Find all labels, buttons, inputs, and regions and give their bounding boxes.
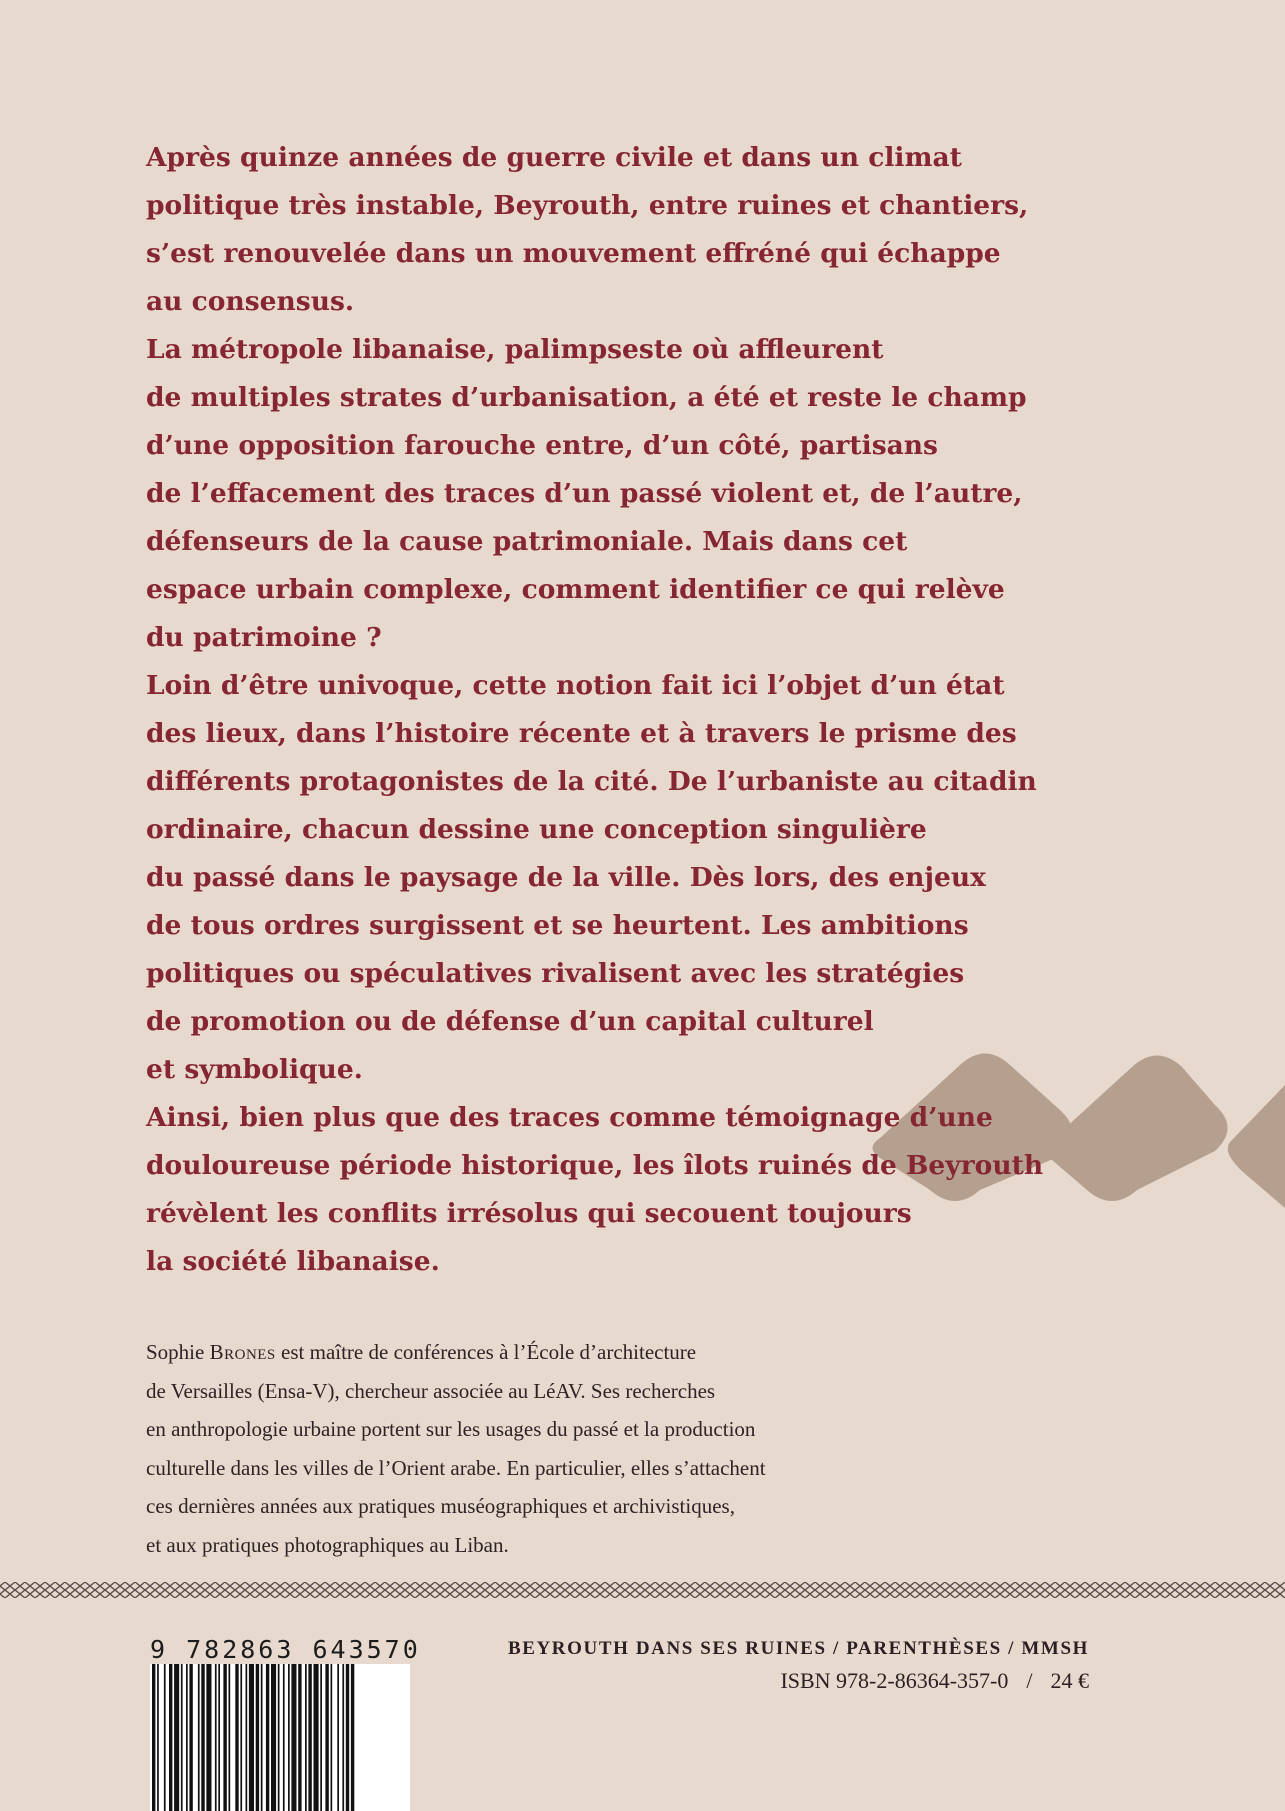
diamond-shape-3 (1228, 1085, 1285, 1208)
summary-line: du patrimoine ? (146, 622, 382, 653)
summary-line: La métropole libanaise, palimpseste où affleurent (146, 334, 884, 365)
summary-line: de l’effacement des traces d’un passé violent et, de l’autre, (146, 478, 1023, 509)
summary-line: espace urbain complexe, comment identifier ce qui relève (146, 574, 1005, 605)
author-last-name: Brones (209, 1340, 276, 1364)
summary-line: défenseurs de la cause patrimoniale. Mais dans cet (146, 526, 908, 557)
summary-line: la société libanaise. (146, 1246, 440, 1277)
summary-line: Ainsi, bien plus que des traces comme témoignage d’une (146, 1102, 993, 1133)
author-first-name: Sophie (146, 1340, 205, 1364)
summary-line: du passé dans le paysage de la ville. Dès lors, des enjeux (146, 862, 986, 893)
author-bio-line: en anthropologie urbaine portent sur les usages du passé et la production (146, 1417, 756, 1441)
summary-line: politique très instable, Beyrouth, entre ruines et chantiers, (146, 190, 1029, 221)
barcode-digits: 9 782863 643570 (150, 1635, 421, 1664)
summary-line: d’une opposition farouche entre, d’un côté, partisans (146, 430, 938, 461)
summary-line: s’est renouvelée dans un mouvement effréné qui échappe (146, 238, 1001, 269)
summary-line: des lieux, dans l’histoire récente et à travers le prisme des (146, 718, 1017, 749)
summary-line: et symbolique. (146, 1054, 363, 1085)
author-bio-line: et aux pratiques photographiques au Liban. (146, 1532, 509, 1557)
summary-line: ordinaire, chacun dessine une conception singulière (146, 814, 927, 845)
summary-line: Après quinze années de guerre civile et dans un climat (146, 142, 962, 173)
author-bio-line: ces dernières années aux pratiques muséographiques et archivistiques, (146, 1494, 735, 1518)
ornamental-divider (0, 1582, 1285, 1598)
summary-line: de multiples strates d’urbanisation, a été et reste le champ (146, 382, 1027, 413)
author-bio-line: de Versailles (Ensa-V), chercheur associée au LéAV. Ses recherches (146, 1378, 716, 1403)
summary-line: différents protagonistes de la cité. De l’urbaniste au citadin (146, 766, 1037, 797)
summary-line: de promotion ou de défense d’un capital culturel (146, 1006, 874, 1037)
series-line: BEYROUTH DANS SES RUINES / PARENTHÈSES / MMSH (507, 1638, 1089, 1659)
summary-line: politiques ou spéculatives rivalisent avec les stratégies (146, 958, 965, 989)
back-cover-summary (146, 134, 1146, 1286)
summary-line: révèlent les conflits irrésolus qui secouent toujours (146, 1198, 912, 1229)
summary-line: au consensus. (146, 286, 355, 317)
separator: / (1026, 1668, 1033, 1693)
isbn-number: ISBN 978-2-86364-357-0 (780, 1668, 1009, 1693)
price: 24 € (1050, 1668, 1089, 1693)
summary-line: de tous ordres surgissent et se heurtent. Les ambitions (146, 910, 969, 941)
author-bio-line: culturelle dans les villes de l’Orient arabe. En particulier, elles s’attachent (146, 1455, 766, 1480)
summary-line: Loin d’être univoque, cette notion fait ici l’objet d’un état (146, 670, 1005, 701)
summary-line: douloureuse période historique, les îlots ruinés de Beyrouth (146, 1150, 1044, 1181)
author-bio-text: est maître de conférences à l’École d’architecture (281, 1340, 697, 1364)
